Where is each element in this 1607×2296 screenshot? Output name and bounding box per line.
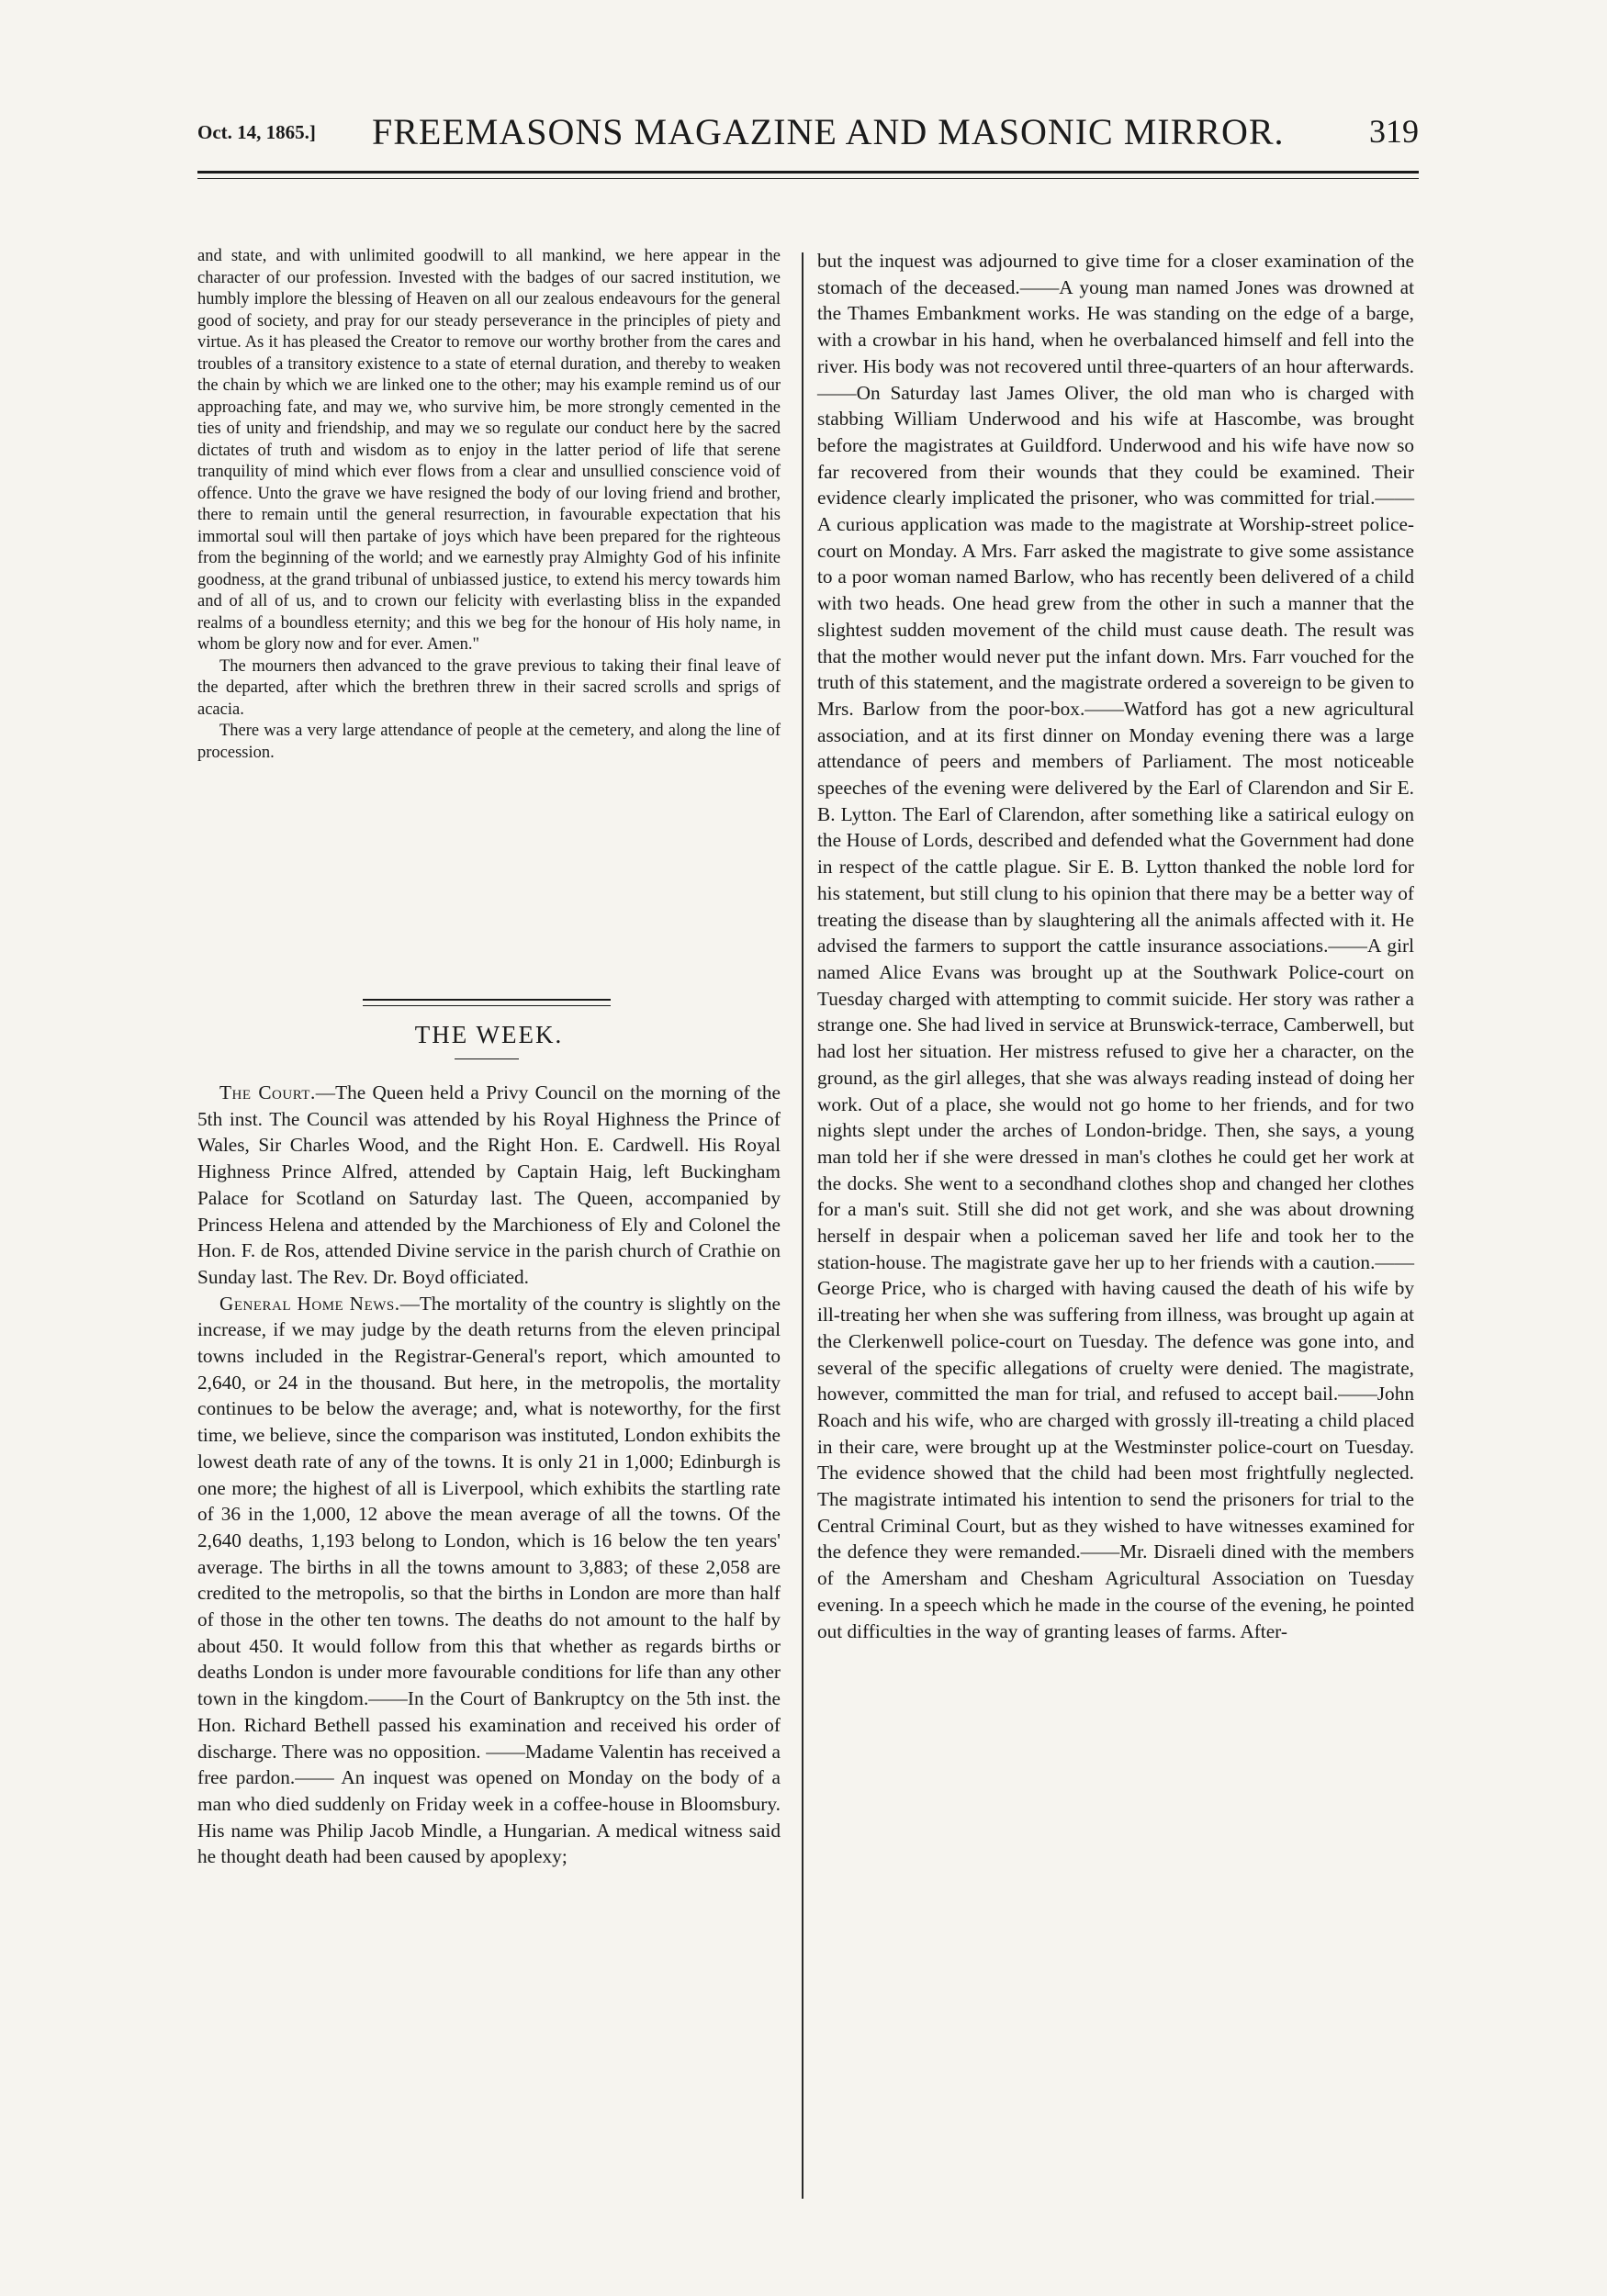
mourners-paragraph: The mourners then advanced to the grave previous to taking their final leave of the departed, after which the brethren threw in their sacred scrolls and sprigs of acacia. [197,656,781,719]
header-rule-thin [197,178,1419,179]
right-column [817,248,1414,1644]
section-heading-underline [455,1058,519,1059]
attendance-paragraph: There was a very large attendance of people at the cemetery, and along the line of procession. [197,722,781,762]
general-news-paragraph [197,1291,781,1870]
general-text: —The mortality of the country is slightly on the increase, if we may judge by the death returns from the eleven principal towns included in the Registrar-General's report, which amounted to 2,640, or 24 in the thousand. But here, in the metropolis, the mortality continues to be below the average; and, what is noteworthy, for the first time, we believe, since the comparison was instituted, London exhibits the lowest death rate of any of the towns. It is only 21 in 1,000; Edinburgh is one more; the highest of all is Liverpool, which exhibits the startling rate of 36 in the 1,000, 12 above the mean average of all the towns. Of the 2,640 deaths, 1,193 belong to London, which is 16 below the ten years' average. The births in all the towns amount to 3,883; of these 2,058 are credited to the metropolis, so that the births in London are more than half of those in the other ten towns. The deaths do not amount to the half by about 450. It would follow from this that whether as regards births or deaths London is under more favourable conditions for life than any other town in the kingdom.——In the Court of Bankruptcy on the 5th inst. the Hon. Richard Bethell passed his examination and received his order of discharge. There was no opposition. ——Madame Valentin has received a free pardon.—— An inquest was opened on Monday on the body of a man who died suddenly on Friday week in a coffee-house in Bloomsbury. His name was Philip Jacob Mindle, a Hungarian. A medical witness said he thought death had been caused by apoplexy; [197,1292,781,1868]
column-divider [802,252,804,2199]
prayer-paragraph: and state, and with unlimited goodwill to all mankind, we here appear in the character of our profession. Invested with the badges of our sacred institution, we humbly implore the blessing of Heaven on all our zealous endeavours for the general good of society, and pray for our steady perseverance in the principles of piety and virtue. As it has pleased the Creator to remove our worthy brother from the cares and troubles of a transitory existence to a state of eternal duration, and thereby to weaken the chain by which we are linked one to the other; may his example remind us of our approaching fate, and may we, who survive him, be more strongly cemented in the ties of unity and friendship, and may we so regulate our conduct here by the sacred dictates of truth and wisdom as to enjoy in the latter period of life that serene tranquility of mind which ever flows from a clear and unsullied conscience void of offence. Unto the grave we have resigned the body of our loving friend and brother, there to remain until the general resurrection, in favourable expectation that his immortal soul will then partake of joys which have been prepared for the righteous from the beginning of the world; and we earnestly pray Almighty God of his infinite goodness, at the grand tribunal of unbiassed justice, to extend his mercy towards him and of all of us, and to crown our felicity with everlasting bliss in the expanded realms of a boundless eternity; and this we beg for the honour of His holy name, in whom be glory now and for ever. Amen." [197,247,781,654]
court-lead: The Court. [219,1081,316,1103]
court-news-paragraph [197,1080,781,1291]
section-rules [363,999,611,1006]
publication-title: FREEMASONS MAGAZINE AND MASONIC MIRROR. [372,111,1285,152]
general-lead: General Home News. [219,1292,400,1315]
right-column-paragraph: but the inquest was adjourned to give time for a closer examination of the stomach of the deceased.——A young man named Jones was drowned at the Thames Embankment works. He was standing on the edge of a barge, with a crowbar in his hand, when he overbalanced himself and fell into the river. His body was not recovered until three-quarters of an hour afterwards.——On Saturday last James Oliver, the old man who is charged with stabbing William Underwood and his wife at Hascombe, was brought before the magistrates at Guildford. Underwood and his wife have now so far recovered from their wounds that they could be examined. Their evidence clearly implicated the prisoner, who was committed for trial.——A curious application was made to the magistrate at Worship-street police-court on Monday. A Mrs. Farr asked the magistrate to give some assistance to a poor woman named Barlow, who has recently been delivered of a child with two heads. One head grew from the other in such a manner that the slightest sudden movement of the child must cause death. The result was that the mother would never put the infant down. Mrs. Farr vouched for the truth of this statement, and the magistrate ordered a sovereign to be given to Mrs. Barlow from the poor-box.——Watford has got a new agricultural association, and at its first dinner on Monday evening there was a large attendance of peers and members of Parliament. The most noticeable speeches of the evening were delivered by the Earl of Clarendon and Sir E. B. Lytton. The Earl of Clarendon, after something like a satirical eulogy on the House of Lords, described and defended what the Government had done in respect of the cattle plague. Sir E. B. Lytton thanked the noble lord for his statement, but still clung to his opinion that there may be a better way of treating the disease than by slaughtering all the animals affected with it. He advised the farmers to support the cattle insurance associations.——A girl named Alice Evans was brought up at the Southwark Police-court on Tuesday charged with attempting to commit suicide. Her story was rather a strange one. She had lived in service at Brunswick-terrace, Camberwell, but had lost her situation. Her mistress refused to give her a character, on the ground, as the girl alleges, that she was always reading instead of doing her work. Out of a place, she would not go home to her friends, and for two nights slept under the arches of London-bridge. Then, she says, a young man told her if she were dressed in man's clothes he could get her work at the docks. She went to a secondhand clothes shop and changed her clothes for a man's suit. Still she did not get work, and she was about drowning herself in despair when a policeman saved her life and took her to the station-house. The magistrate gave her up to her friends with a caution.——George Price, who is charged with having caused the death of his wife by ill-treating her when she was suffering from illness, was brought up again at the Clerkenwell police-court on Tuesday. The defence was gone into, and several of the specific allegations of cruelty were denied. The magistrate, however, committed the man for trial, and refused to accept bail.——John Roach and his wife, who are charged with grossly ill-treating a child placed in their care, were brought up at the Westminster police-court on Tuesday. The evidence showed that the child had been most frightfully neglected. The magistrate intimated his intention to send the prisoners for trial to the Central Criminal Court, but as they wished to have witnesses examined for the defence they were remanded.——Mr. Disraeli dined with the members of the Amersham and Chesham Agricultural Association on Tuesday evening. In a speech which he made in the course of the evening, he pointed out difficulties in the way of granting leases of farms. After- [817,250,1414,1642]
header-rule-thick [197,171,1419,174]
court-text: —The Queen held a Privy Council on the morning of the 5th inst. The Council was attended by his Royal Highness the Prince of Wales, Sir Charles Wood, and the Right Hon. E. Cardwell. His Royal Highness Prince Alfred, attended by Captain Haig, left Buckingham Palace for Scotland on Saturday last. The Queen, accompanied by Princess Helena and attended by the Marchioness of Ely and Colonel the Hon. F. de Ros, attended Divine service in the parish church of Crathie on Sunday last. The Rev. Dr. Boyd officiated. [197,1081,781,1288]
section-heading: THE WEEK. [414,1021,564,1048]
left-column-upper [197,246,781,764]
page-header [197,110,1419,165]
page-number: 319 [1369,113,1419,150]
issue-date: Oct. 14, 1865.] [197,121,316,143]
left-column-lower [197,1080,781,1870]
